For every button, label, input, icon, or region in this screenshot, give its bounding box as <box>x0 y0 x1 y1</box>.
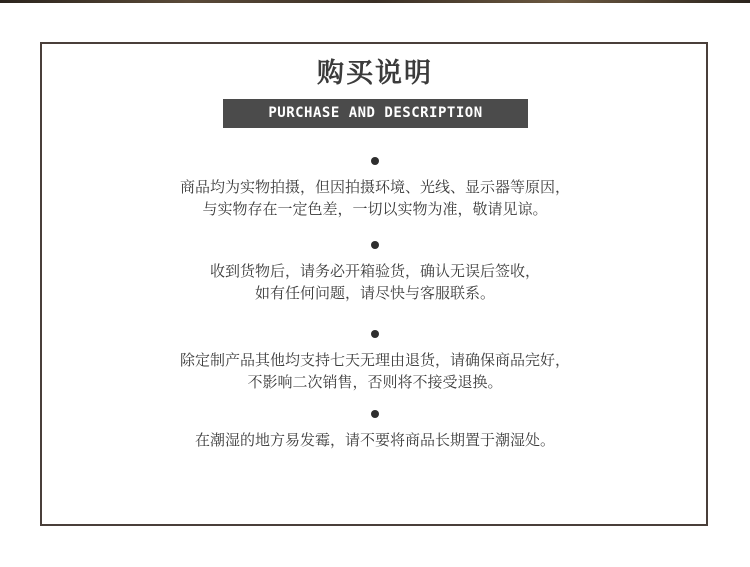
bullet-dot-icon <box>371 157 379 165</box>
notice-line: 收到货物后，请务必开箱验货，确认无误后签收， <box>209 262 540 280</box>
page-title: 购买说明 <box>317 58 433 89</box>
notice-line: 与实物存在一定色差，一切以实物为准，敬请见谅。 <box>202 200 548 218</box>
top-decorative-strip <box>0 0 750 3</box>
notice-section-storage <box>0 410 750 451</box>
notice-line: 商品均为实物拍摄，但因拍摄环境、光线、显示器等原因， <box>179 178 570 196</box>
bullet-dot-icon <box>371 330 379 338</box>
notice-line: 在潮湿的地方易发霉，请不要将商品长期置于潮湿处。 <box>194 431 555 449</box>
subtitle-banner: PURCHASE AND DESCRIPTION <box>223 99 528 128</box>
notice-line: 除定制产品其他均支持七天无理由退货，请确保商品完好， <box>179 351 570 369</box>
notice-section-appearance <box>0 157 750 220</box>
bullet-dot-icon <box>371 410 379 418</box>
notice-section-returns <box>0 330 750 393</box>
bullet-dot-icon <box>371 241 379 249</box>
notice-section-inspection <box>0 241 750 304</box>
notice-line: 如有任何问题，请尽快与客服联系。 <box>254 284 495 302</box>
notice-line: 不影响二次销售，否则将不接受退换。 <box>247 373 503 391</box>
